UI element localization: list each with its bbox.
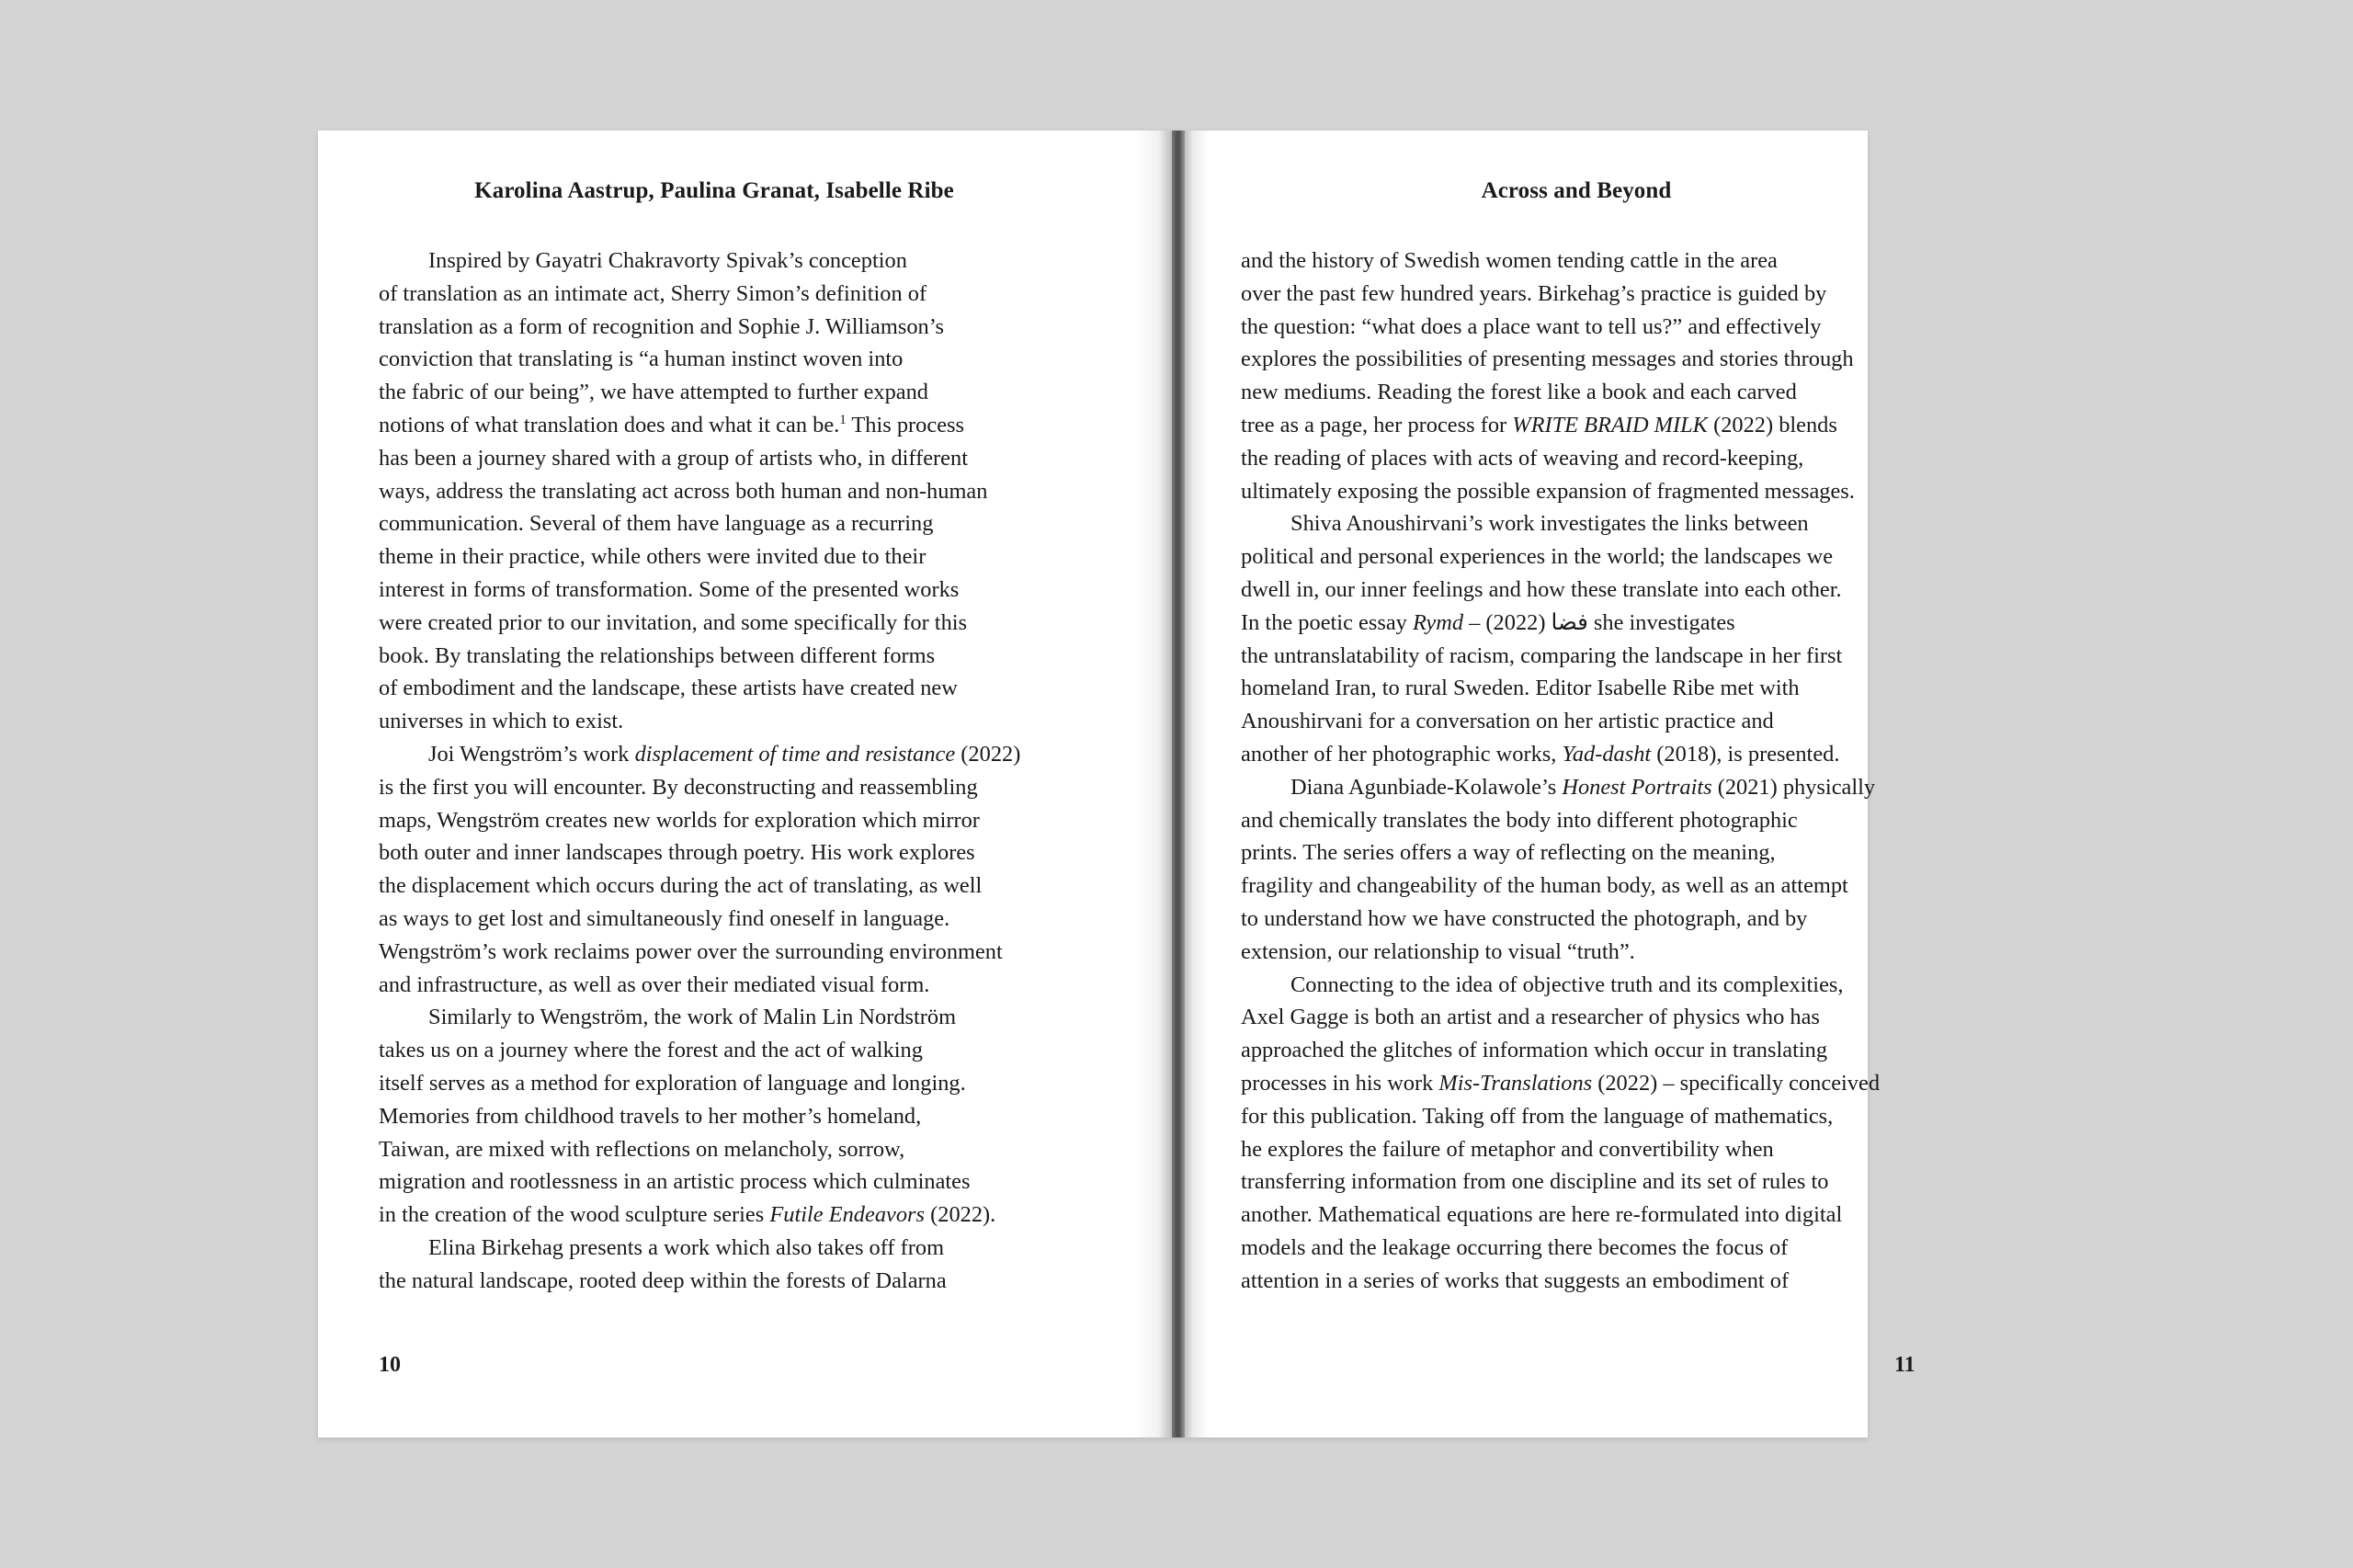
text-run: Shiva Anoushirvani’s work investigates the links between (1290, 511, 1809, 537)
text-run: Memories from childhood travels to her mother’s homeland, (379, 1103, 922, 1129)
text-run: for this publication. Taking off from the language of mathematics, (1241, 1103, 1834, 1129)
text-run: Wengström’s work reclaims power over the surrounding environment (379, 938, 1003, 964)
text-line (1241, 738, 1921, 771)
text-run: is the first you will encounter. By deconstructing and reassembling (379, 774, 978, 800)
text-line (379, 936, 1059, 969)
text-run: fragility and changeability of the human body, as well as an attempt (1241, 873, 1848, 899)
text-run: another. Mathematical equations are here re-formulated into digital (1241, 1202, 1843, 1228)
text-line (379, 1165, 1059, 1199)
text-run: explores the possibilities of presenting messages and stories through (1241, 347, 1854, 372)
text-line (379, 1199, 1059, 1232)
text-line (379, 1133, 1059, 1166)
text-run: maps, Wengström creates new worlds for exploration which mirror (379, 807, 980, 833)
text-run: prints. The series offers a way of reflecting on the meaning, (1241, 840, 1776, 866)
text-run: Similarly to Wengström, the work of Malin Lin Nordström (428, 1005, 957, 1030)
text-run: processes in his work (1241, 1070, 1439, 1096)
text-run: This process (846, 412, 965, 437)
text-line (379, 1067, 1059, 1100)
text-line (1241, 869, 1921, 903)
text-line (379, 640, 1059, 673)
text-line (1241, 1232, 1921, 1265)
text-run: the fabric of our being”, we have attempted to further expand (379, 380, 928, 405)
text-line (1241, 1165, 1921, 1199)
text-line (379, 278, 1059, 311)
text-line (1241, 672, 1921, 705)
text-run: In the poetic essay (1241, 609, 1413, 635)
text-line (379, 507, 1059, 540)
text-run: ultimately exposing the possible expansion of fragmented messages. (1241, 478, 1855, 504)
text-line (1241, 540, 1921, 574)
text-run: – فضا (2022) she investigates (1463, 609, 1735, 635)
text-line (379, 1265, 1059, 1298)
text-line (379, 376, 1059, 409)
text-run: and the history of Swedish women tending cattle in the area (1241, 248, 1778, 273)
text-line (1241, 903, 1921, 936)
text-line (1241, 343, 1921, 376)
text-run: transferring information from one discipline and its set of rules to (1241, 1169, 1829, 1195)
text-run: (2022) – specifically conceived (1592, 1070, 1881, 1096)
text-run: Anoushirvani for a conversation on her artistic practice and (1241, 709, 1774, 734)
italic-title: Yad-dasht (1562, 741, 1652, 767)
text-run: book. By translating the relationships between different forms (379, 642, 936, 668)
text-run: Elina Birkehag presents a work which also takes off from (428, 1234, 945, 1260)
text-run: and infrastructure, as well as over their mediated visual form. (379, 971, 930, 997)
text-run: the displacement which occurs during the act of translating, as well (379, 873, 983, 899)
text-line (1241, 771, 1921, 804)
text-run: political and personal experiences in the world; the landscapes we (1241, 544, 1834, 570)
text-line (1241, 311, 1921, 344)
text-run: (2022) blends (1707, 412, 1837, 437)
text-line (1241, 1034, 1921, 1067)
text-run: the question: “what does a place want to tell us?” and effectively (1241, 313, 1822, 339)
text-run: (2021) physically (1711, 774, 1876, 800)
italic-title: WRITE BRAID MILK (1512, 412, 1708, 437)
text-run: approached the glitches of information which occur in translating (1241, 1038, 1828, 1063)
text-line (1241, 507, 1921, 540)
text-line (1241, 475, 1921, 508)
text-line (379, 244, 1059, 278)
text-run: in the creation of the wood sculpture series (379, 1202, 770, 1228)
text-run: interest in forms of transformation. Some of the presented works (379, 576, 960, 602)
text-run: (2022). (925, 1202, 996, 1228)
text-run: of embodiment and the landscape, these artists have created new (379, 676, 958, 701)
italic-title: displacement of time and resistance (634, 741, 956, 767)
text-run: itself serves as a method for exploration of language and longing. (379, 1070, 966, 1096)
left-page (318, 131, 1177, 1437)
right-page-number: 11 (1894, 1353, 1915, 1377)
text-line (379, 869, 1059, 903)
text-run: another of her photographic works, (1241, 741, 1563, 767)
text-line (1241, 244, 1921, 278)
text-line (1241, 607, 1921, 640)
text-line (379, 969, 1059, 1002)
text-line (379, 607, 1059, 640)
text-line (379, 672, 1059, 705)
text-run: to understand how we have constructed the photograph, and by (1241, 905, 1808, 931)
text-run: the natural landscape, rooted deep within the forests of Dalarna (379, 1267, 947, 1293)
text-line (379, 409, 1059, 442)
text-line (379, 1001, 1059, 1034)
italic-title: Honest Portraits (1562, 774, 1712, 800)
text-line (1241, 442, 1921, 475)
italic-title: Mis-Translations (1438, 1070, 1593, 1096)
italic-title: Rymd (1412, 609, 1464, 635)
text-run: he explores the failure of metaphor and convertibility when (1241, 1136, 1774, 1162)
text-line (379, 1100, 1059, 1133)
text-run: tree as a page, her process for (1241, 412, 1513, 437)
right-body-text (1241, 244, 1921, 1298)
text-run: Joi Wengström’s work (428, 741, 635, 767)
text-run: homeland Iran, to rural Sweden. Editor Isabelle Ribe met with (1241, 676, 1800, 701)
text-line (1241, 1067, 1921, 1100)
text-line (379, 1232, 1059, 1265)
text-line (379, 771, 1059, 804)
text-line (379, 903, 1059, 936)
text-run: of translation as an intimate act, Sherry Simon’s definition of (379, 280, 927, 306)
book-spine (1172, 131, 1185, 1437)
text-run: both outer and inner landscapes through poetry. His work explores (379, 840, 975, 866)
text-line (1241, 376, 1921, 409)
text-line (379, 574, 1059, 607)
text-line (379, 475, 1059, 508)
text-run: attention in a series of works that suggests an embodiment of (1241, 1267, 1790, 1293)
text-run: migration and rootlessness in an artistic process which culminates (379, 1169, 971, 1195)
text-run: and chemically translates the body into different photographic (1241, 807, 1798, 833)
text-line (379, 804, 1059, 837)
right-running-head: Across and Beyond (1481, 178, 1672, 203)
text-run: as ways to get lost and simultaneously find oneself in language. (379, 905, 950, 931)
text-line (1241, 836, 1921, 869)
text-run: (2018), is presented. (1651, 741, 1840, 767)
text-run: the untranslatability of racism, comparing the landscape in her first (1241, 642, 1843, 668)
book-spread (318, 131, 1915, 1437)
text-line (379, 343, 1059, 376)
text-run: notions of what translation does and what it can be. (379, 412, 840, 437)
text-line (1241, 969, 1921, 1002)
text-line (1241, 640, 1921, 673)
text-run: Inspired by Gayatri Chakravorty Spivak’s conception (428, 248, 907, 273)
text-run: Diana Agunbiade-Kolawole’s (1290, 774, 1563, 800)
text-line (1241, 1100, 1921, 1133)
text-line (379, 836, 1059, 869)
right-page (1177, 131, 1915, 1437)
text-line (1241, 804, 1921, 837)
left-body-text (379, 244, 1059, 1298)
text-line (1241, 574, 1921, 607)
text-line (379, 540, 1059, 574)
text-run: extension, our relationship to visual “truth”. (1241, 938, 1635, 964)
text-line (1241, 936, 1921, 969)
text-line (1241, 1265, 1921, 1298)
footnote-marker: 1 (839, 412, 847, 427)
text-line (1241, 1199, 1921, 1232)
text-line (379, 442, 1059, 475)
text-run: dwell in, our inner feelings and how these translate into each other. (1241, 576, 1842, 602)
text-run: conviction that translating is “a human instinct woven into (379, 347, 904, 372)
text-run: theme in their practice, while others were invited due to their (379, 544, 926, 570)
text-run: Axel Gagge is both an artist and a researcher of physics who has (1241, 1005, 1820, 1030)
text-run: ways, address the translating act across both human and non-human (379, 478, 988, 504)
text-run: new mediums. Reading the forest like a book and each carved (1241, 380, 1797, 405)
text-run: models and the leakage occurring there becomes the focus of (1241, 1234, 1789, 1260)
left-running-head: Karolina Aastrup, Paulina Granat, Isabelle Ribe (474, 178, 954, 203)
text-run: communication. Several of them have language as a recurring (379, 511, 934, 537)
text-run: translation as a form of recognition and Sophie J. Williamson’s (379, 313, 945, 339)
text-run: takes us on a journey where the forest and the act of walking (379, 1038, 923, 1063)
text-line (379, 311, 1059, 344)
text-line (1241, 409, 1921, 442)
text-line (379, 738, 1059, 771)
text-line (1241, 705, 1921, 738)
text-run: Connecting to the idea of objective truth and its complexities, (1290, 971, 1844, 997)
text-line (379, 1034, 1059, 1067)
text-line (1241, 278, 1921, 311)
text-run: (2022) (955, 741, 1021, 767)
text-run: were created prior to our invitation, and some specifically for this (379, 609, 968, 635)
text-line (379, 705, 1059, 738)
left-page-number: 10 (379, 1353, 401, 1377)
text-run: universes in which to exist. (379, 709, 624, 734)
text-run: has been a journey shared with a group of artists who, in different (379, 445, 968, 471)
text-run: the reading of places with acts of weaving and record-keeping, (1241, 445, 1804, 471)
text-run: Taiwan, are mixed with reflections on melancholy, sorrow, (379, 1136, 905, 1162)
italic-title: Futile Endeavors (769, 1202, 926, 1228)
text-line (1241, 1133, 1921, 1166)
text-run: over the past few hundred years. Birkehag’s practice is guided by (1241, 280, 1827, 306)
text-line (1241, 1001, 1921, 1034)
